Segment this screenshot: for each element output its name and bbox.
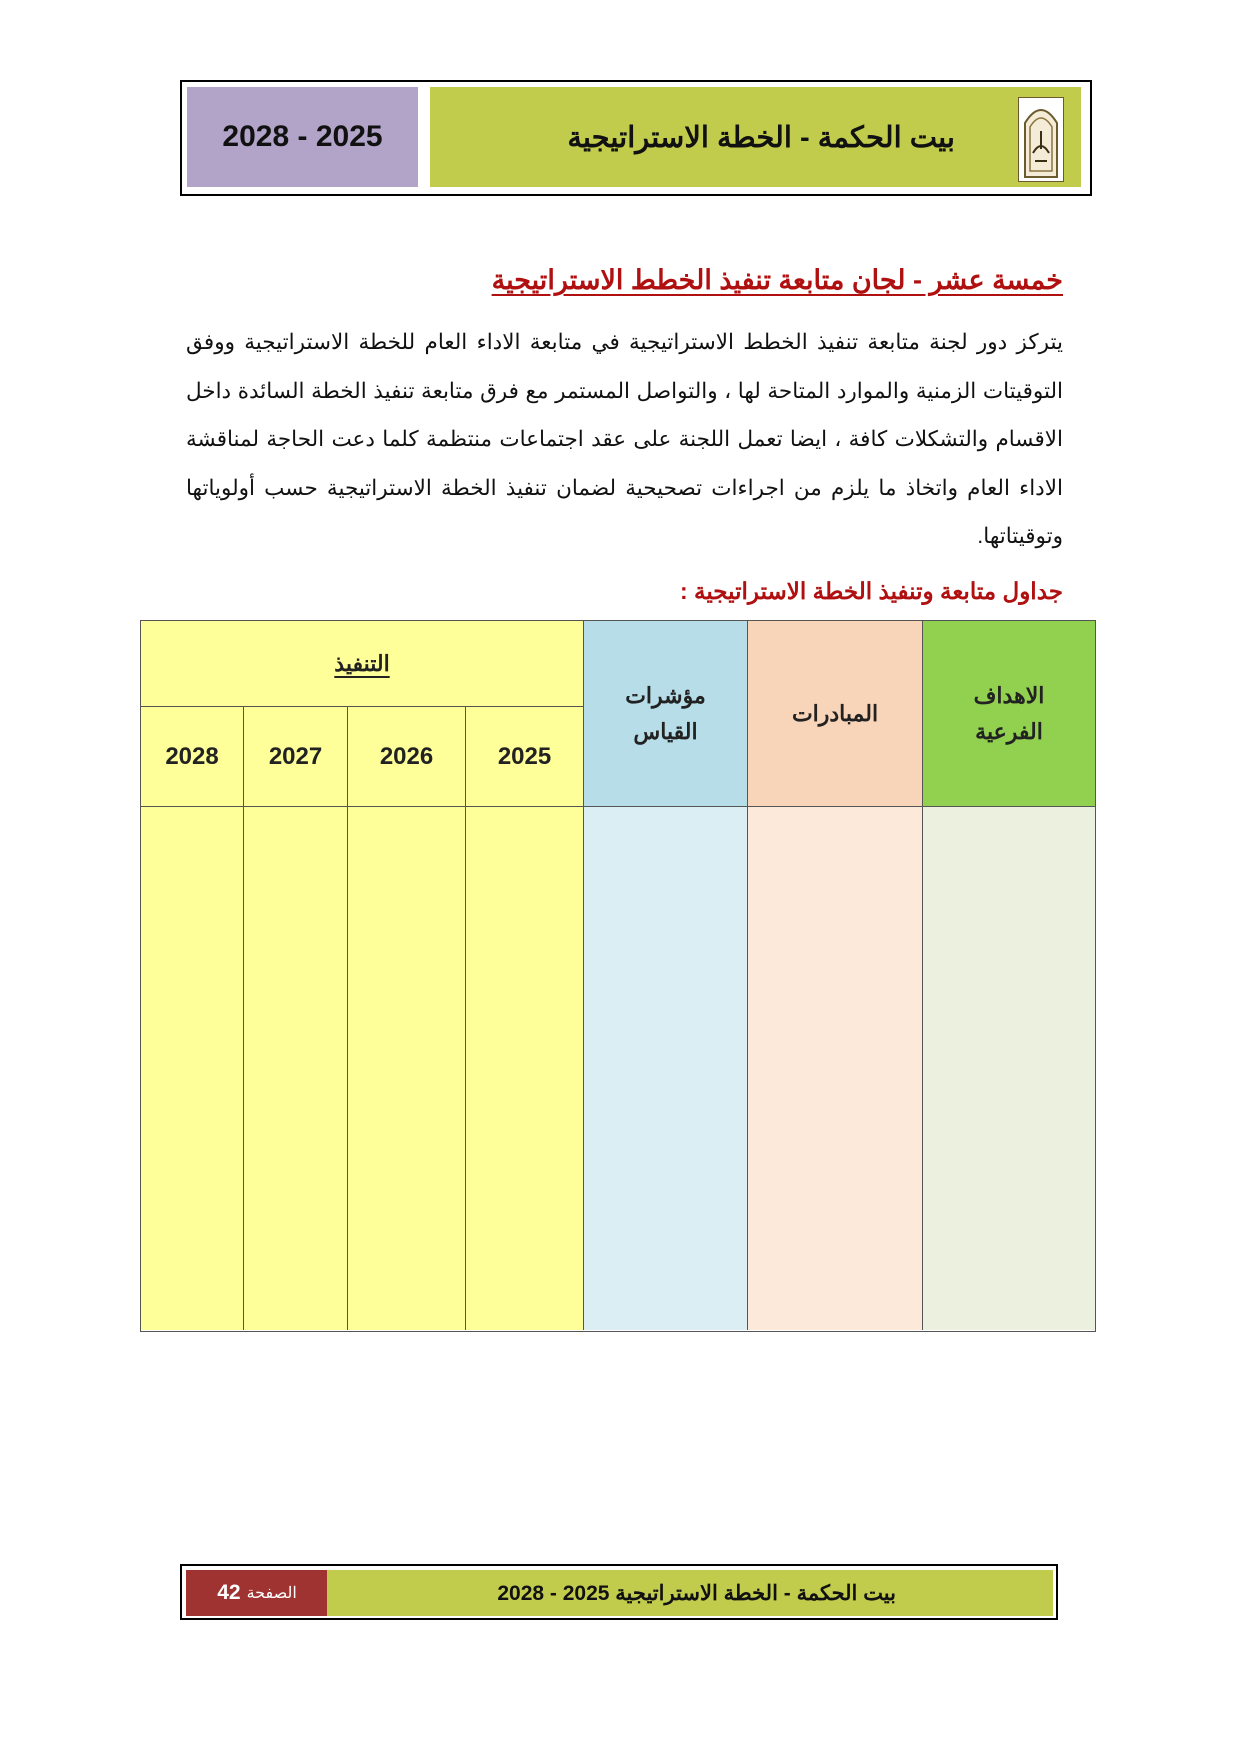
header-years-box bbox=[187, 87, 418, 187]
col-header-sub-goals bbox=[923, 621, 1095, 807]
year-header-2025: 2025 bbox=[466, 707, 584, 807]
year-header-2027: 2027 bbox=[244, 707, 348, 807]
page-label: الصفحة bbox=[246, 1585, 297, 1602]
indicators-cell bbox=[584, 807, 748, 1330]
year-2026-cell bbox=[348, 807, 466, 1330]
indicators-label: مؤشرات القياس bbox=[625, 682, 706, 744]
year-header-2026: 2026 bbox=[348, 707, 466, 807]
header-years: 2028 - 2025 bbox=[222, 120, 383, 153]
page-footer bbox=[180, 1564, 1058, 1620]
year-header-2028: 2028 bbox=[141, 707, 244, 807]
sub-goals-cell bbox=[923, 807, 1095, 1330]
initiatives-label: المبادرات bbox=[791, 700, 879, 726]
table-title: جداول متابعة وتنفيذ الخطة الاستراتيجية : bbox=[679, 578, 1063, 604]
header-title-box bbox=[430, 87, 1081, 187]
col-header-initiatives bbox=[748, 621, 923, 807]
page-number: 42 bbox=[217, 1581, 241, 1604]
section-heading: خمسة عشر - لجان متابعة تنفيذ الخطط الاستراتيجية bbox=[491, 265, 1063, 295]
page-header bbox=[180, 80, 1092, 196]
col-header-execution bbox=[141, 621, 584, 707]
bait-al-hikma-logo-icon bbox=[1018, 97, 1064, 182]
col-header-indicators bbox=[584, 621, 748, 807]
initiatives-cell bbox=[748, 807, 923, 1330]
section-paragraph: يتركز دور لجنة متابعة تنفيذ الخطط الاستراتيجية في متابعة الاداء العام للخطة الاستراتيجية ووفق التوقيتات الزمنية والموارد المتاحة لها ، والتواصل المستمر مع فرق متابعة تنفيذ الخطة السائدة داخل الاقسام والتشكلات كافة ، ايضا تعمل اللجنة على عقد اجتماعات منتظمة كلما دعت الحاجة لمناقشة الاداء العام واتخاذ ما يلزم من اجراءات تصحيحية لضمان تنفيذ الخطة الاستراتيجية حسب أولوياتها وتوقيتاتها. bbox=[186, 330, 1063, 548]
year-2025-cell bbox=[466, 807, 584, 1330]
page-number-box bbox=[186, 1570, 328, 1616]
sub-goals-label: الاهداف الفرعية bbox=[973, 682, 1045, 744]
year-2028-cell bbox=[141, 807, 244, 1330]
header-title: بيت الحكمة - الخطة الاستراتيجية bbox=[567, 121, 955, 154]
execution-label: التنفيذ bbox=[334, 650, 390, 676]
year-2027-cell bbox=[244, 807, 348, 1330]
follow-up-table bbox=[140, 620, 1096, 1332]
footer-text: بيت الحكمة - الخطة الاستراتيجية 2025 - 2028 bbox=[497, 1581, 896, 1605]
